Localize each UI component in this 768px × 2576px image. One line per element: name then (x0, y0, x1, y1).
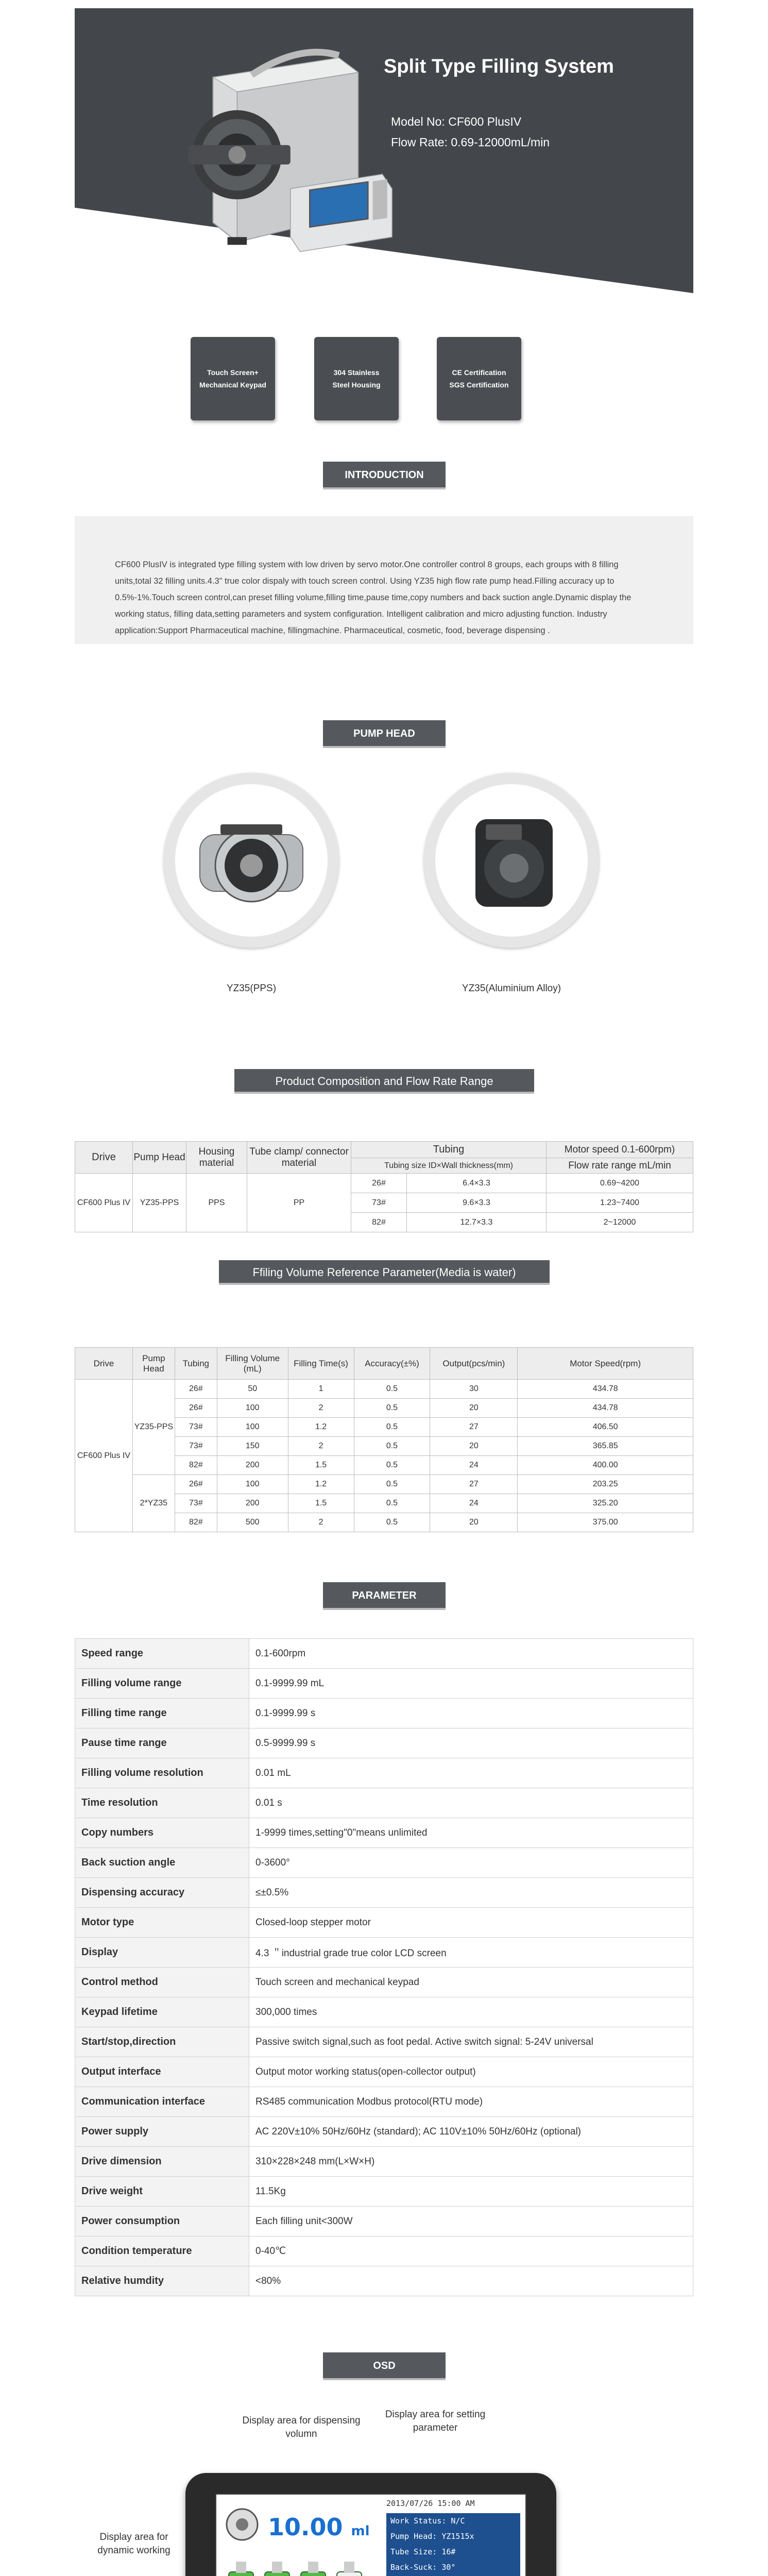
tablet-screen (215, 2494, 526, 2576)
param-key: Copy numbers (75, 1818, 249, 1848)
param-value: 0.01 mL (249, 1758, 693, 1788)
param-key: Pause time range (75, 1728, 249, 1758)
table-row (75, 1475, 693, 1494)
param-key: Filling volume resolution (75, 1758, 249, 1788)
fill-th: Pump Head (132, 1348, 175, 1380)
fill-cell: 20 (430, 1437, 518, 1456)
feature-stainless-housing (314, 337, 399, 420)
param-key: Dispensing accuracy (75, 1878, 249, 1908)
osd-diagram (75, 2401, 693, 2576)
th-drive: Drive (75, 1142, 133, 1174)
param-value: <80% (249, 2266, 693, 2296)
fill-cell: 20 (430, 1399, 518, 1418)
fill-cell: 24 (430, 1456, 518, 1475)
pump-aluminium-icon (424, 773, 599, 948)
param-row (75, 1997, 693, 2027)
param-value: 11.5Kg (249, 2177, 693, 2207)
fill-cell: 1.5 (288, 1456, 354, 1475)
volume-display (268, 2513, 370, 2541)
param-value: 0-3600° (249, 1848, 693, 1878)
td-housing: PPS (186, 1174, 247, 1232)
th-clamp: Tube clamp/ connector material (247, 1142, 351, 1174)
fill-cell: 0.5 (354, 1456, 430, 1475)
fill-cell: 82# (175, 1456, 217, 1475)
screen-date: 2013/07/26 15:00 AM (386, 2499, 475, 2508)
fill-cell: 82# (175, 1513, 217, 1532)
fill-cell: 73# (175, 1418, 217, 1437)
td-drive: CF600 Plus IV (75, 1174, 133, 1232)
fill-cell: 50 (217, 1380, 288, 1399)
section-introduction: INTRODUCTION (323, 462, 446, 489)
fill-cell: 0.5 (354, 1475, 430, 1494)
fill-cell: 27 (430, 1475, 518, 1494)
param-value: Touch screen and mechanical keypad (249, 1968, 693, 1997)
th-motor: Motor speed 0.1-600rpm) (547, 1142, 693, 1158)
fill-cell: 24 (430, 1494, 518, 1513)
fill-cell: 406.50 (518, 1418, 693, 1437)
param-key: Keypad lifetime (75, 1997, 249, 2027)
feature-line: Mechanical Keypad (199, 381, 266, 389)
fill-cell: 200 (217, 1494, 288, 1513)
param-value: 4.3 ＂industrial grade true color LCD screen (249, 1938, 693, 1968)
param-row (75, 1639, 693, 1669)
parameter-table (75, 1638, 693, 2296)
param-value: 0.1-9999.99 mL (249, 1669, 693, 1699)
td-tube: 26# (351, 1174, 407, 1193)
fill-cell: 26# (175, 1380, 217, 1399)
fill-head1: YZ35-PPS (132, 1380, 175, 1475)
fill-cell: 2 (288, 1437, 354, 1456)
param-value: 300,000 times (249, 1997, 693, 2027)
fill-cell: 100 (217, 1475, 288, 1494)
fill-cell: 0.5 (354, 1418, 430, 1437)
param-key: Relative humdity (75, 2266, 249, 2296)
param-row (75, 1758, 693, 1788)
hero-specs (391, 111, 550, 152)
param-value: ≤±0.5% (249, 1878, 693, 1908)
param-key: Control method (75, 1968, 249, 1997)
fill-th: Filling Volume (mL) (217, 1348, 288, 1380)
param-value: 0.1-600rpm (249, 1639, 693, 1669)
filling-machine-image (147, 29, 415, 271)
param-row (75, 2057, 693, 2087)
feature-touch-screen (191, 337, 275, 420)
fill-cell: 1.5 (288, 1494, 354, 1513)
param-key: Drive weight (75, 2177, 249, 2207)
section-product-composition: Product Composition and Flow Rate Range (234, 1069, 534, 1094)
param-row (75, 2207, 693, 2236)
param-row (75, 1669, 693, 1699)
volume-value: 10.00 (268, 2513, 343, 2541)
param-row (75, 2027, 693, 2057)
td-flow: 0.69~4200 (547, 1174, 693, 1193)
fill-drive: CF600 Plus IV (75, 1380, 133, 1532)
fill-cell: 2 (288, 1513, 354, 1532)
param-row (75, 2177, 693, 2207)
fill-cell: 1.2 (288, 1418, 354, 1437)
param-row (75, 2117, 693, 2147)
param-row (75, 2147, 693, 2177)
fill-cell: 0.5 (354, 1399, 430, 1418)
status-line: Work Status: N/C (390, 2516, 465, 2526)
fill-cell: 400.00 (518, 1456, 693, 1475)
fill-cell: 0.5 (354, 1513, 430, 1532)
param-key: Power supply (75, 2117, 249, 2147)
fill-cell: 0.5 (354, 1380, 430, 1399)
section-parameter: PARAMETER (323, 1582, 446, 1610)
section-osd: OSD (323, 2352, 446, 2380)
param-row (75, 1818, 693, 1848)
param-value: 0-40℃ (249, 2236, 693, 2266)
param-value: RS485 communication Modbus protocol(RTU mode) (249, 2087, 693, 2117)
fill-cell: 365.85 (518, 1437, 693, 1456)
param-key: Drive dimension (75, 2147, 249, 2177)
status-panel (386, 2513, 520, 2576)
param-row (75, 1848, 693, 1878)
hero-title: Split Type Filling System (384, 56, 614, 77)
fill-cell: 0.5 (354, 1494, 430, 1513)
param-value: 0.01 s (249, 1788, 693, 1818)
fill-cell: 375.00 (518, 1513, 693, 1532)
fill-cell: 150 (217, 1437, 288, 1456)
fill-cell: 100 (217, 1399, 288, 1418)
param-key: Time resolution (75, 1788, 249, 1818)
param-value: 1-9999 times,setting"0"means unlimited (249, 1818, 693, 1848)
param-key: Filling volume range (75, 1669, 249, 1699)
feature-certification (437, 337, 521, 420)
param-row (75, 1908, 693, 1938)
feature-line: CE Certification (452, 368, 506, 377)
fill-cell: 325.20 (518, 1494, 693, 1513)
param-key: Motor type (75, 1908, 249, 1938)
filling-volume-table (75, 1347, 693, 1532)
td-pump-head: YZ35-PPS (133, 1174, 186, 1232)
td-size: 6.4×3.3 (407, 1174, 547, 1193)
param-key: Filling time range (75, 1699, 249, 1728)
param-row (75, 2087, 693, 2117)
intro-panel (75, 516, 693, 644)
fill-th: Drive (75, 1348, 133, 1380)
label-dynamic: Display area for dynamic working (97, 2532, 170, 2556)
param-value: Output motor working status(open-collector output) (249, 2057, 693, 2087)
composition-table (75, 1141, 693, 1232)
fill-head2: 2*YZ35 (132, 1475, 175, 1532)
section-pump-head: PUMP HEAD (323, 720, 446, 748)
fill-cell: 1.2 (288, 1475, 354, 1494)
param-key: Power consumption (75, 2207, 249, 2236)
bottles-icon (221, 2556, 376, 2576)
pump-label-aluminium: YZ35(Aluminium Alloy) (462, 983, 561, 994)
status-line: Pump Head: YZ1515x (390, 2532, 474, 2541)
param-row (75, 2236, 693, 2266)
th-housing: Housing material (186, 1142, 247, 1174)
section-filling-volume: Ffiling Volume Reference Parameter(Media is water) (219, 1260, 550, 1285)
feature-line: SGS Certification (449, 381, 509, 389)
fill-cell: 200 (217, 1456, 288, 1475)
param-key: Output interface (75, 2057, 249, 2087)
param-row (75, 1938, 693, 1968)
param-value: 310×228×248 mm(L×W×H) (249, 2147, 693, 2177)
td-clamp: PP (247, 1174, 351, 1232)
td-size: 9.6×3.3 (407, 1193, 547, 1213)
fill-cell: 30 (430, 1380, 518, 1399)
fill-th: Motor Speed(rpm) (518, 1348, 693, 1380)
fill-cell: 0.5 (354, 1437, 430, 1456)
param-value: Each filling unit<300W (249, 2207, 693, 2236)
pump-label-pps: YZ35(PPS) (226, 983, 277, 994)
td-tube: 82# (351, 1213, 407, 1232)
status-line: Tube Size: 16# (390, 2547, 456, 2556)
param-value: AC 220V±10% 50Hz/60Hz (standard); AC 110V±10% 50Hz/60Hz (optional) (249, 2117, 693, 2147)
pump-head-aluminium-image (424, 773, 599, 948)
fill-cell: 100 (217, 1418, 288, 1437)
td-flow: 1.23~7400 (547, 1193, 693, 1213)
fill-cell: 27 (430, 1418, 518, 1437)
param-key: Speed range (75, 1639, 249, 1669)
fill-th: Output(pcs/min) (430, 1348, 518, 1380)
label-setting: Display area for setting parameter (385, 2409, 486, 2433)
fill-cell: 500 (217, 1513, 288, 1532)
fill-cell: 73# (175, 1437, 217, 1456)
fill-cell: 434.78 (518, 1399, 693, 1418)
param-key: Start/stop,direction (75, 2027, 249, 2057)
param-value: 0.5-9999.99 s (249, 1728, 693, 1758)
param-row (75, 1788, 693, 1818)
fill-th: Filling Time(s) (288, 1348, 354, 1380)
th-tubing: Tubing (351, 1142, 547, 1158)
hero-flow: Flow Rate: 0.69-12000mL/min (391, 135, 550, 149)
intro-text: CF600 PlusIV is integrated type filling system with low driven by servo motor.One controller control 8 groups, each groups with 8 filling units,total 32 filling units.4.3" true color dispaly with touch screen control. Using YZ35 high flow rate pump head.Filling accuracy up to 0.5%-1%.Touch screen control,can preset filling volume,filling time,pause time,copy numbers and back suction angle.Dynamic display the working status, filling data,setting parameters and system configuration. Intelligent calibration and micro adjusting function. Industry application:Support Pharmaceutical machine, fillingmachine. Pharmaceutical, cosmetic, food, beverage dispensing . (115, 560, 632, 635)
param-row (75, 1728, 693, 1758)
param-value: Closed-loop stepper motor (249, 1908, 693, 1938)
param-row (75, 1699, 693, 1728)
fill-cell: 20 (430, 1513, 518, 1532)
pump-gauge-icon (224, 2507, 265, 2543)
table-row (75, 1380, 693, 1399)
fill-cell: 203.25 (518, 1475, 693, 1494)
fill-cell: 2 (288, 1399, 354, 1418)
param-key: Display (75, 1938, 249, 1968)
td-flow: 2~12000 (547, 1213, 693, 1232)
param-row (75, 1878, 693, 1908)
fill-cell: 434.78 (518, 1380, 693, 1399)
param-key: Communication interface (75, 2087, 249, 2117)
label-disp-vol: Display area for dispensing volumn (242, 2415, 361, 2439)
feature-line: 304 Stainless (333, 368, 380, 377)
fill-th: Accuracy(±%) (354, 1348, 430, 1380)
volume-unit: ml (351, 2523, 370, 2539)
fill-cell: 1 (288, 1380, 354, 1399)
fill-cell: 26# (175, 1475, 217, 1494)
fill-cell: 73# (175, 1494, 217, 1513)
fill-th: Tubing (175, 1348, 217, 1380)
param-key: Back suction angle (75, 1848, 249, 1878)
pump-pps-icon (164, 773, 339, 948)
param-value: 0.1-9999.99 s (249, 1699, 693, 1728)
param-row (75, 1968, 693, 1997)
th-pump-head: Pump Head (133, 1142, 186, 1174)
hero-model: Model No: CF600 PlusIV (391, 115, 522, 128)
status-line: Back-Suck: 30° (390, 2563, 456, 2572)
feature-line: Touch Screen+ (207, 368, 259, 377)
tablet-frame (185, 2473, 556, 2576)
param-key: Condition temperature (75, 2236, 249, 2266)
td-tube: 73# (351, 1193, 407, 1213)
td-size: 12.7×3.3 (407, 1213, 547, 1232)
th-tubing-size: Tubing size ID×Wall thickness(mm) (351, 1158, 547, 1174)
th-flow-range: Flow rate range mL/min (547, 1158, 693, 1174)
pump-head-pps-image (164, 773, 339, 948)
fill-cell: 26# (175, 1399, 217, 1418)
feature-line: Steel Housing (332, 381, 381, 389)
param-value: Passive switch signal,such as foot pedal. Active switch signal: 5-24V universal (249, 2027, 693, 2057)
hero-banner (75, 8, 693, 293)
param-row (75, 2266, 693, 2296)
